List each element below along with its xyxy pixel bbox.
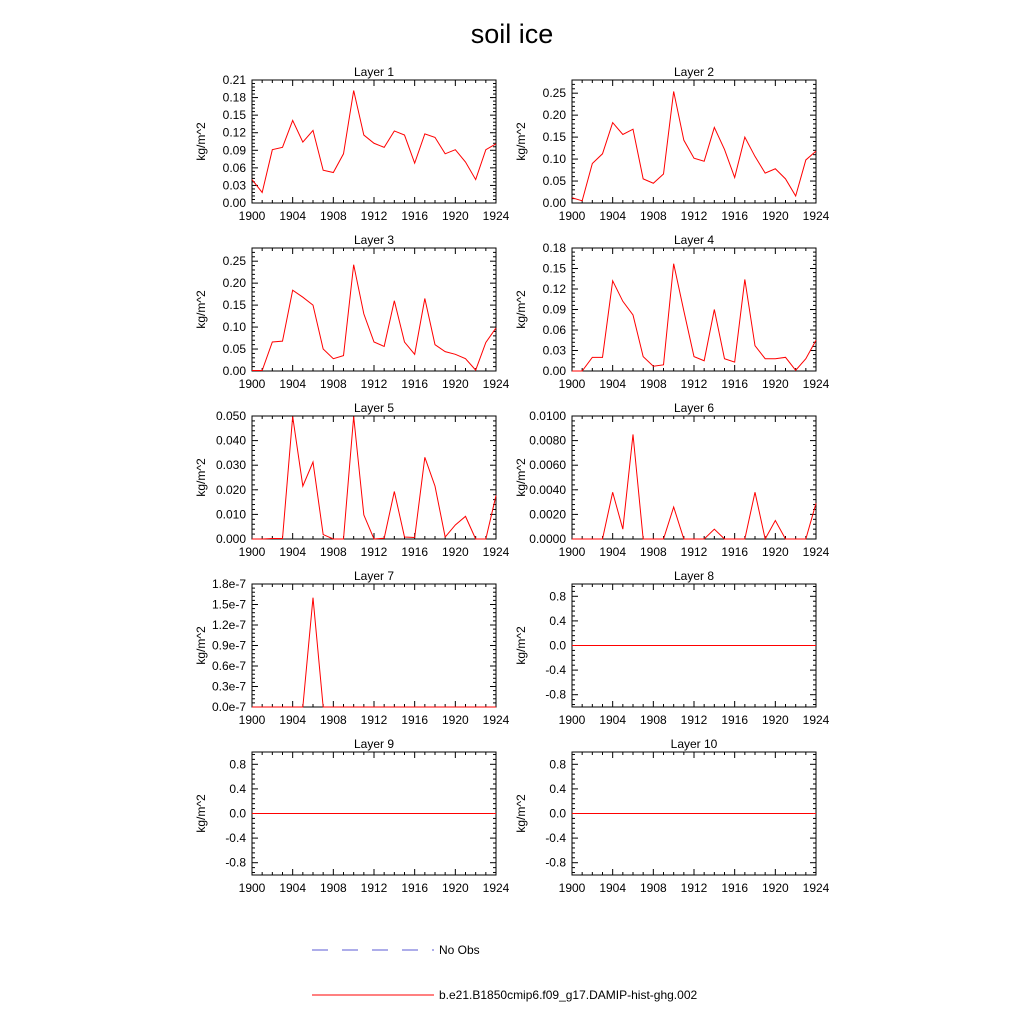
layer-10-ytick-label: 0.8	[549, 757, 566, 772]
layer-8-ytick-label: 0.8	[549, 589, 566, 604]
layer-10-xtick-label: 1924	[802, 881, 830, 895]
layer-7-title: Layer 7	[353, 569, 395, 583]
layer-5-xtick-label: 1916	[401, 545, 429, 559]
layer-1-xtick-label: 1920	[441, 209, 469, 223]
layer-1-ytick-label: 0.18	[222, 90, 246, 105]
layer-10-xtick-label: 1916	[721, 881, 749, 895]
layer-4-series-line	[572, 264, 816, 371]
layer-5-xtick-label: 1924	[482, 545, 510, 559]
layer-6-title: Layer 6	[673, 401, 715, 415]
layer-1-frame	[252, 80, 496, 203]
layer-9-xtick-label: 1904	[279, 881, 307, 895]
legend-label-no-obs: No Obs	[439, 943, 480, 957]
layer-5-ytick-label: 0.050	[215, 409, 246, 423]
layer-7-ytick-label: 0.6e-7	[211, 659, 246, 673]
layer-9-xtick-label: 1920	[441, 881, 469, 895]
layer-8-panel	[514, 569, 830, 727]
layer-6-xtick-label: 1904	[599, 545, 627, 559]
legend-label-model: b.e21.B1850cmip6.f09_g17.DAMIP-hist-ghg.002	[439, 988, 698, 1002]
layer-5-panel	[194, 401, 510, 559]
layer-2-ytick-label: 0.20	[542, 108, 566, 123]
layer-9-xtick-label: 1916	[401, 881, 429, 895]
layer-5-ytick-label: 0.030	[215, 458, 246, 473]
layer-10-ytick-label: -0.8	[545, 855, 566, 870]
layer-3-xtick-label: 1912	[360, 377, 388, 391]
layer-1-ytick-label: 0.09	[222, 143, 246, 158]
panels	[194, 65, 830, 895]
layer-2-ytick-label: 0.15	[542, 130, 566, 145]
layer-5-ylabel: kg/m^2	[194, 458, 208, 497]
layer-4-xtick-label: 1920	[761, 377, 789, 391]
layer-7-xtick-label: 1920	[441, 713, 469, 727]
layer-10-xtick-label: 1920	[761, 881, 789, 895]
layer-6-xtick-label: 1908	[639, 545, 667, 559]
layer-9-xtick-label: 1900	[238, 881, 266, 895]
layer-6-xtick-label: 1916	[721, 545, 749, 559]
layer-7-panel	[194, 569, 510, 727]
layer-4-title: Layer 4	[673, 233, 715, 247]
layer-9-xtick-label: 1912	[360, 881, 388, 895]
layer-1-panel	[194, 65, 510, 223]
layer-4-xtick-label: 1908	[639, 377, 667, 391]
layer-8-xtick-label: 1904	[599, 713, 627, 727]
layer-3-xtick-label: 1908	[319, 377, 347, 391]
layer-9-ytick-label: 0.8	[229, 757, 246, 772]
legend	[312, 943, 697, 1002]
layer-3-xtick-label: 1904	[279, 377, 307, 391]
layer-7-ytick-label: 0.9e-7	[211, 638, 246, 653]
layer-5-ytick-label: 0.040	[215, 433, 246, 448]
layer-1-ylabel: kg/m^2	[194, 122, 208, 161]
layer-9-ytick-label: 0.4	[229, 781, 246, 796]
layer-4-ylabel: kg/m^2	[514, 290, 528, 329]
layer-6-xtick-label: 1924	[802, 545, 830, 559]
layer-5-xtick-label: 1912	[360, 545, 388, 559]
layer-10-panel	[514, 737, 830, 895]
layer-5-xtick-label: 1908	[319, 545, 347, 559]
layer-8-ylabel: kg/m^2	[514, 626, 528, 665]
layer-4-ytick-label: 0.12	[542, 282, 566, 296]
layer-4-xtick-label: 1924	[802, 377, 830, 391]
layer-2-frame	[572, 80, 816, 203]
layer-6-ytick-label: 0.0060	[529, 458, 566, 473]
layer-1-ytick-label: 0.06	[222, 160, 246, 175]
layer-1-ytick-label: 0.15	[222, 108, 246, 123]
layer-9-ytick-label: 0.0	[229, 806, 246, 821]
layer-3-xtick-label: 1924	[482, 377, 510, 391]
layer-9-panel	[194, 737, 510, 895]
layer-10-xtick-label: 1912	[680, 881, 708, 895]
layer-1-ytick-label: 0.03	[222, 178, 246, 193]
layer-10-ytick-label: 0.4	[549, 781, 566, 796]
layer-1-series-line	[252, 91, 496, 193]
layer-4-ytick-label: 0.15	[542, 261, 566, 276]
layer-5-xtick-label: 1904	[279, 545, 307, 559]
layer-2-xtick-label: 1924	[802, 209, 830, 223]
layer-3-ytick-label: 0.10	[222, 320, 246, 335]
layer-7-ytick-label: 1.8e-7	[211, 577, 246, 591]
layer-5-ytick-label: 0.010	[215, 507, 246, 522]
layer-7-xtick-label: 1916	[401, 713, 429, 727]
layer-3-ytick-label: 0.25	[222, 254, 246, 269]
layer-8-ytick-label: 0.0	[549, 638, 566, 653]
layer-10-xtick-label: 1908	[639, 881, 667, 895]
layer-5-ytick-label: 0.000	[215, 532, 246, 546]
layer-3-xtick-label: 1920	[441, 377, 469, 391]
layer-6-ytick-label: 0.0020	[529, 507, 566, 522]
layer-1-ytick-label: 0.00	[222, 196, 246, 210]
layer-3-ytick-label: 0.15	[222, 298, 246, 313]
layer-8-xtick-label: 1924	[802, 713, 830, 727]
layer-2-xtick-label: 1900	[558, 209, 586, 223]
layer-1-xtick-label: 1904	[279, 209, 307, 223]
layer-3-ytick-label: 0.20	[222, 276, 246, 291]
layer-10-xtick-label: 1904	[599, 881, 627, 895]
layer-9-ytick-label: -0.4	[225, 831, 246, 846]
layer-7-xtick-label: 1900	[238, 713, 266, 727]
layer-3-ylabel: kg/m^2	[194, 290, 208, 329]
layer-2-ytick-label: 0.25	[542, 86, 566, 101]
layer-8-xtick-label: 1908	[639, 713, 667, 727]
layer-7-frame	[252, 584, 496, 707]
layer-8-ytick-label: 0.4	[549, 613, 566, 628]
layer-8-xtick-label: 1900	[558, 713, 586, 727]
layer-3-title: Layer 3	[353, 233, 395, 247]
layer-6-ylabel: kg/m^2	[514, 458, 528, 497]
layer-4-ytick-label: 0.06	[542, 323, 566, 337]
layer-8-ytick-label: -0.8	[545, 687, 566, 702]
layer-9-ylabel: kg/m^2	[194, 794, 208, 833]
layer-1-xtick-label: 1900	[238, 209, 266, 223]
layer-2-xtick-label: 1908	[639, 209, 667, 223]
layer-9-xtick-label: 1924	[482, 881, 510, 895]
layer-4-xtick-label: 1916	[721, 377, 749, 391]
layer-10-ylabel: kg/m^2	[514, 794, 528, 833]
layer-6-xtick-label: 1912	[680, 545, 708, 559]
layer-2-xtick-label: 1904	[599, 209, 627, 223]
layer-6-ytick-label: 0.0080	[529, 433, 566, 448]
layer-7-ytick-label: 1.2e-7	[211, 618, 246, 632]
layer-3-xtick-label: 1900	[238, 377, 266, 391]
layer-8-xtick-label: 1920	[761, 713, 789, 727]
layer-6-ytick-label: 0.0000	[529, 532, 566, 546]
layer-1-xtick-label: 1912	[360, 209, 388, 223]
layer-2-ytick-label: 0.05	[542, 174, 566, 189]
layer-3-ytick-label: 0.05	[222, 342, 246, 357]
layer-7-series-line	[252, 598, 496, 707]
layer-8-xtick-label: 1916	[721, 713, 749, 727]
layer-7-ylabel: kg/m^2	[194, 626, 208, 665]
layer-3-ytick-label: 0.00	[222, 364, 246, 378]
layer-1-xtick-label: 1916	[401, 209, 429, 223]
layer-7-ytick-label: 0.3e-7	[211, 679, 246, 694]
layer-3-xtick-label: 1916	[401, 377, 429, 391]
layer-10-ytick-label: 0.0	[549, 806, 566, 821]
layer-9-title: Layer 9	[353, 737, 395, 751]
layer-1-ytick-label: 0.21	[222, 73, 246, 87]
layer-3-series-line	[252, 265, 496, 371]
layer-6-xtick-label: 1920	[761, 545, 789, 559]
layer-1-ytick-label: 0.12	[222, 125, 246, 140]
layer-2-title: Layer 2	[673, 65, 715, 79]
legend-entry-model	[312, 988, 697, 1002]
layer-4-xtick-label: 1912	[680, 377, 708, 391]
layer-6-frame	[572, 416, 816, 539]
layer-7-ytick-label: 1.5e-7	[211, 597, 246, 612]
layer-1-title: Layer 1	[353, 65, 395, 79]
figure-title: soil ice	[470, 19, 554, 49]
layer-2-ytick-label: 0.00	[542, 196, 566, 210]
layer-4-ytick-label: 0.03	[542, 343, 566, 358]
layer-2-ylabel: kg/m^2	[514, 122, 528, 161]
layer-10-xtick-label: 1900	[558, 881, 586, 895]
layer-4-ytick-label: 0.00	[542, 364, 566, 378]
layer-6-xtick-label: 1900	[558, 545, 586, 559]
layer-2-panel	[514, 65, 830, 223]
layer-8-ytick-label: -0.4	[545, 663, 566, 678]
layer-2-xtick-label: 1920	[761, 209, 789, 223]
layer-6-series-line	[572, 434, 816, 539]
layer-6-panel	[514, 401, 830, 559]
layer-10-ytick-label: -0.4	[545, 831, 566, 846]
layer-9-xtick-label: 1908	[319, 881, 347, 895]
layer-6-ytick-label: 0.0040	[529, 482, 566, 497]
layer-4-ytick-label: 0.18	[542, 241, 566, 255]
layer-5-ytick-label: 0.020	[215, 482, 246, 497]
layer-5-frame	[252, 416, 496, 539]
layer-4-panel	[514, 233, 830, 391]
layer-2-series-line	[572, 91, 816, 200]
layer-3-panel	[194, 233, 510, 391]
layer-1-xtick-label: 1908	[319, 209, 347, 223]
layer-7-xtick-label: 1912	[360, 713, 388, 727]
layer-5-xtick-label: 1900	[238, 545, 266, 559]
layer-4-xtick-label: 1900	[558, 377, 586, 391]
layer-7-xtick-label: 1904	[279, 713, 307, 727]
layer-7-xtick-label: 1924	[482, 713, 510, 727]
layer-1-xtick-label: 1924	[482, 209, 510, 223]
layer-8-xtick-label: 1912	[680, 713, 708, 727]
layer-5-xtick-label: 1920	[441, 545, 469, 559]
layer-4-xtick-label: 1904	[599, 377, 627, 391]
legend-entry-no-obs	[312, 943, 480, 957]
layer-5-series-line	[252, 416, 496, 539]
layer-9-ytick-label: -0.8	[225, 855, 246, 870]
layer-5-title: Layer 5	[353, 401, 395, 415]
layer-6-ytick-label: 0.0100	[529, 409, 566, 423]
layer-2-xtick-label: 1912	[680, 209, 708, 223]
layer-2-ytick-label: 0.10	[542, 152, 566, 167]
layer-8-title: Layer 8	[673, 569, 715, 583]
layer-10-title: Layer 10	[670, 737, 718, 751]
layer-7-xtick-label: 1908	[319, 713, 347, 727]
layer-2-xtick-label: 1916	[721, 209, 749, 223]
layer-7-ytick-label: 0.0e-7	[211, 700, 246, 714]
layer-4-ytick-label: 0.09	[542, 302, 566, 317]
